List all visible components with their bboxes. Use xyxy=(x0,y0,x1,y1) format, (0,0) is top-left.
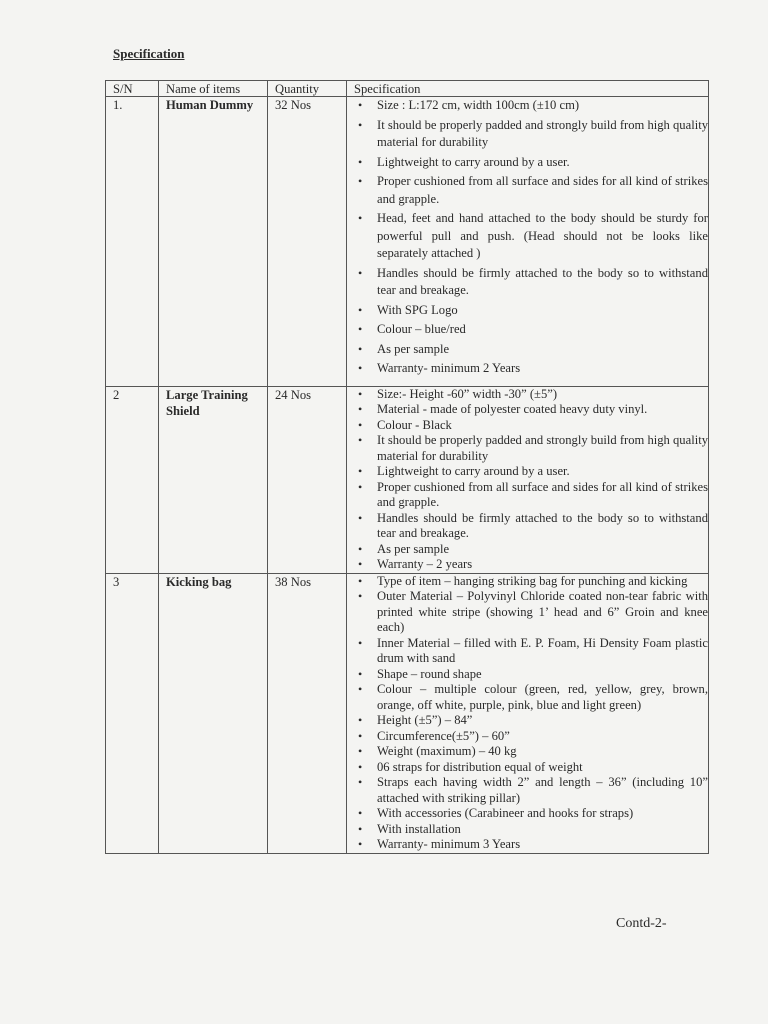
spec-item: • Size : L:172 cm, width 100cm (±10 cm) xyxy=(354,97,708,115)
header-quantity: Quantity xyxy=(268,81,347,97)
page-footer: Contd-2- xyxy=(616,916,667,931)
spec-item: • Type of item – hanging striking bag for punching and kicking xyxy=(354,574,708,590)
row-item-name: Kicking bag xyxy=(159,573,268,853)
spec-item: • It should be properly padded and strongly build from high quality material for durability xyxy=(354,117,708,152)
spec-item: • With accessories (Carabineer and hooks for straps) xyxy=(354,806,708,822)
spec-item: • Size:- Height -60” width -30” (±5”) xyxy=(354,387,708,403)
spec-item: • Outer Material – Polyvinyl Chloride coated non-tear fabric with printed white stripe (showing 1’ head and 6” Groin and knee each) xyxy=(354,589,708,636)
spec-item: • Warranty – 2 years xyxy=(354,557,708,573)
row-quantity: 32 Nos xyxy=(268,97,347,387)
page-title: Specification xyxy=(113,46,185,61)
row-sn: 3 xyxy=(106,573,159,853)
spec-item: • Handles should be firmly attached to the body so to withstand tear and breakage. xyxy=(354,511,708,542)
table-row xyxy=(106,97,709,387)
spec-list xyxy=(354,574,708,853)
spec-item: • Weight (maximum) – 40 kg xyxy=(354,744,708,760)
spec-item: • Proper cushioned from all surface and sides for all kind of strikes and grapple. xyxy=(354,480,708,511)
table-row xyxy=(106,386,709,573)
row-quantity: 24 Nos xyxy=(268,386,347,573)
spec-item: • Head, feet and hand attached to the body should be sturdy for powerful pull and push. (Head should not be looks like separately attached ) xyxy=(354,210,708,263)
spec-item: • Colour - Black xyxy=(354,418,708,434)
table-header-row xyxy=(106,81,709,97)
spec-item: • Material - made of polyester coated heavy duty vinyl. xyxy=(354,402,708,418)
row-specification xyxy=(347,386,709,573)
spec-item: • Warranty- minimum 2 Years xyxy=(354,360,708,378)
spec-item: • Inner Material – filled with E. P. Foam, Hi Density Foam plastic drum with sand xyxy=(354,636,708,667)
spec-item: • Lightweight to carry around by a user. xyxy=(354,154,708,172)
spec-item: • Straps each having width 2” and length – 36” (including 10” attached with striking pillar) xyxy=(354,775,708,806)
row-item-name: Human Dummy xyxy=(159,97,268,387)
table-row xyxy=(106,573,709,853)
spec-item: • Shape – round shape xyxy=(354,667,708,683)
row-item-name: Large Training Shield xyxy=(159,386,268,573)
row-specification xyxy=(347,573,709,853)
spec-item: • Height (±5”) – 84” xyxy=(354,713,708,729)
header-specification: Specification xyxy=(347,81,709,97)
spec-item: • Handles should be firmly attached to the body so to withstand tear and breakage. xyxy=(354,265,708,300)
spec-item: • Proper cushioned from all surface and sides for all kind of strikes and grapple. xyxy=(354,173,708,208)
spec-item: • 06 straps for distribution equal of weight xyxy=(354,760,708,776)
spec-item: • Lightweight to carry around by a user. xyxy=(354,464,708,480)
spec-item: • With installation xyxy=(354,822,708,838)
spec-item: • As per sample xyxy=(354,542,708,558)
specification-table xyxy=(105,80,709,854)
row-quantity: 38 Nos xyxy=(268,573,347,853)
spec-item: • It should be properly padded and strongly build from high quality material for durability xyxy=(354,433,708,464)
row-sn: 2 xyxy=(106,386,159,573)
spec-item: • Warranty- minimum 3 Years xyxy=(354,837,708,853)
header-sn: S/N xyxy=(106,81,159,97)
spec-item: • Colour – multiple colour (green, red, yellow, grey, brown, orange, off white, purple, pink, blue and light green) xyxy=(354,682,708,713)
spec-item: • With SPG Logo xyxy=(354,302,708,320)
row-specification xyxy=(347,97,709,387)
row-sn: 1. xyxy=(106,97,159,387)
spec-item: • Colour – blue/red xyxy=(354,321,708,339)
spec-item: • As per sample xyxy=(354,341,708,359)
spec-item: • Circumference(±5”) – 60” xyxy=(354,729,708,745)
spec-list xyxy=(354,387,708,573)
header-name: Name of items xyxy=(159,81,268,97)
spec-list xyxy=(354,97,708,378)
